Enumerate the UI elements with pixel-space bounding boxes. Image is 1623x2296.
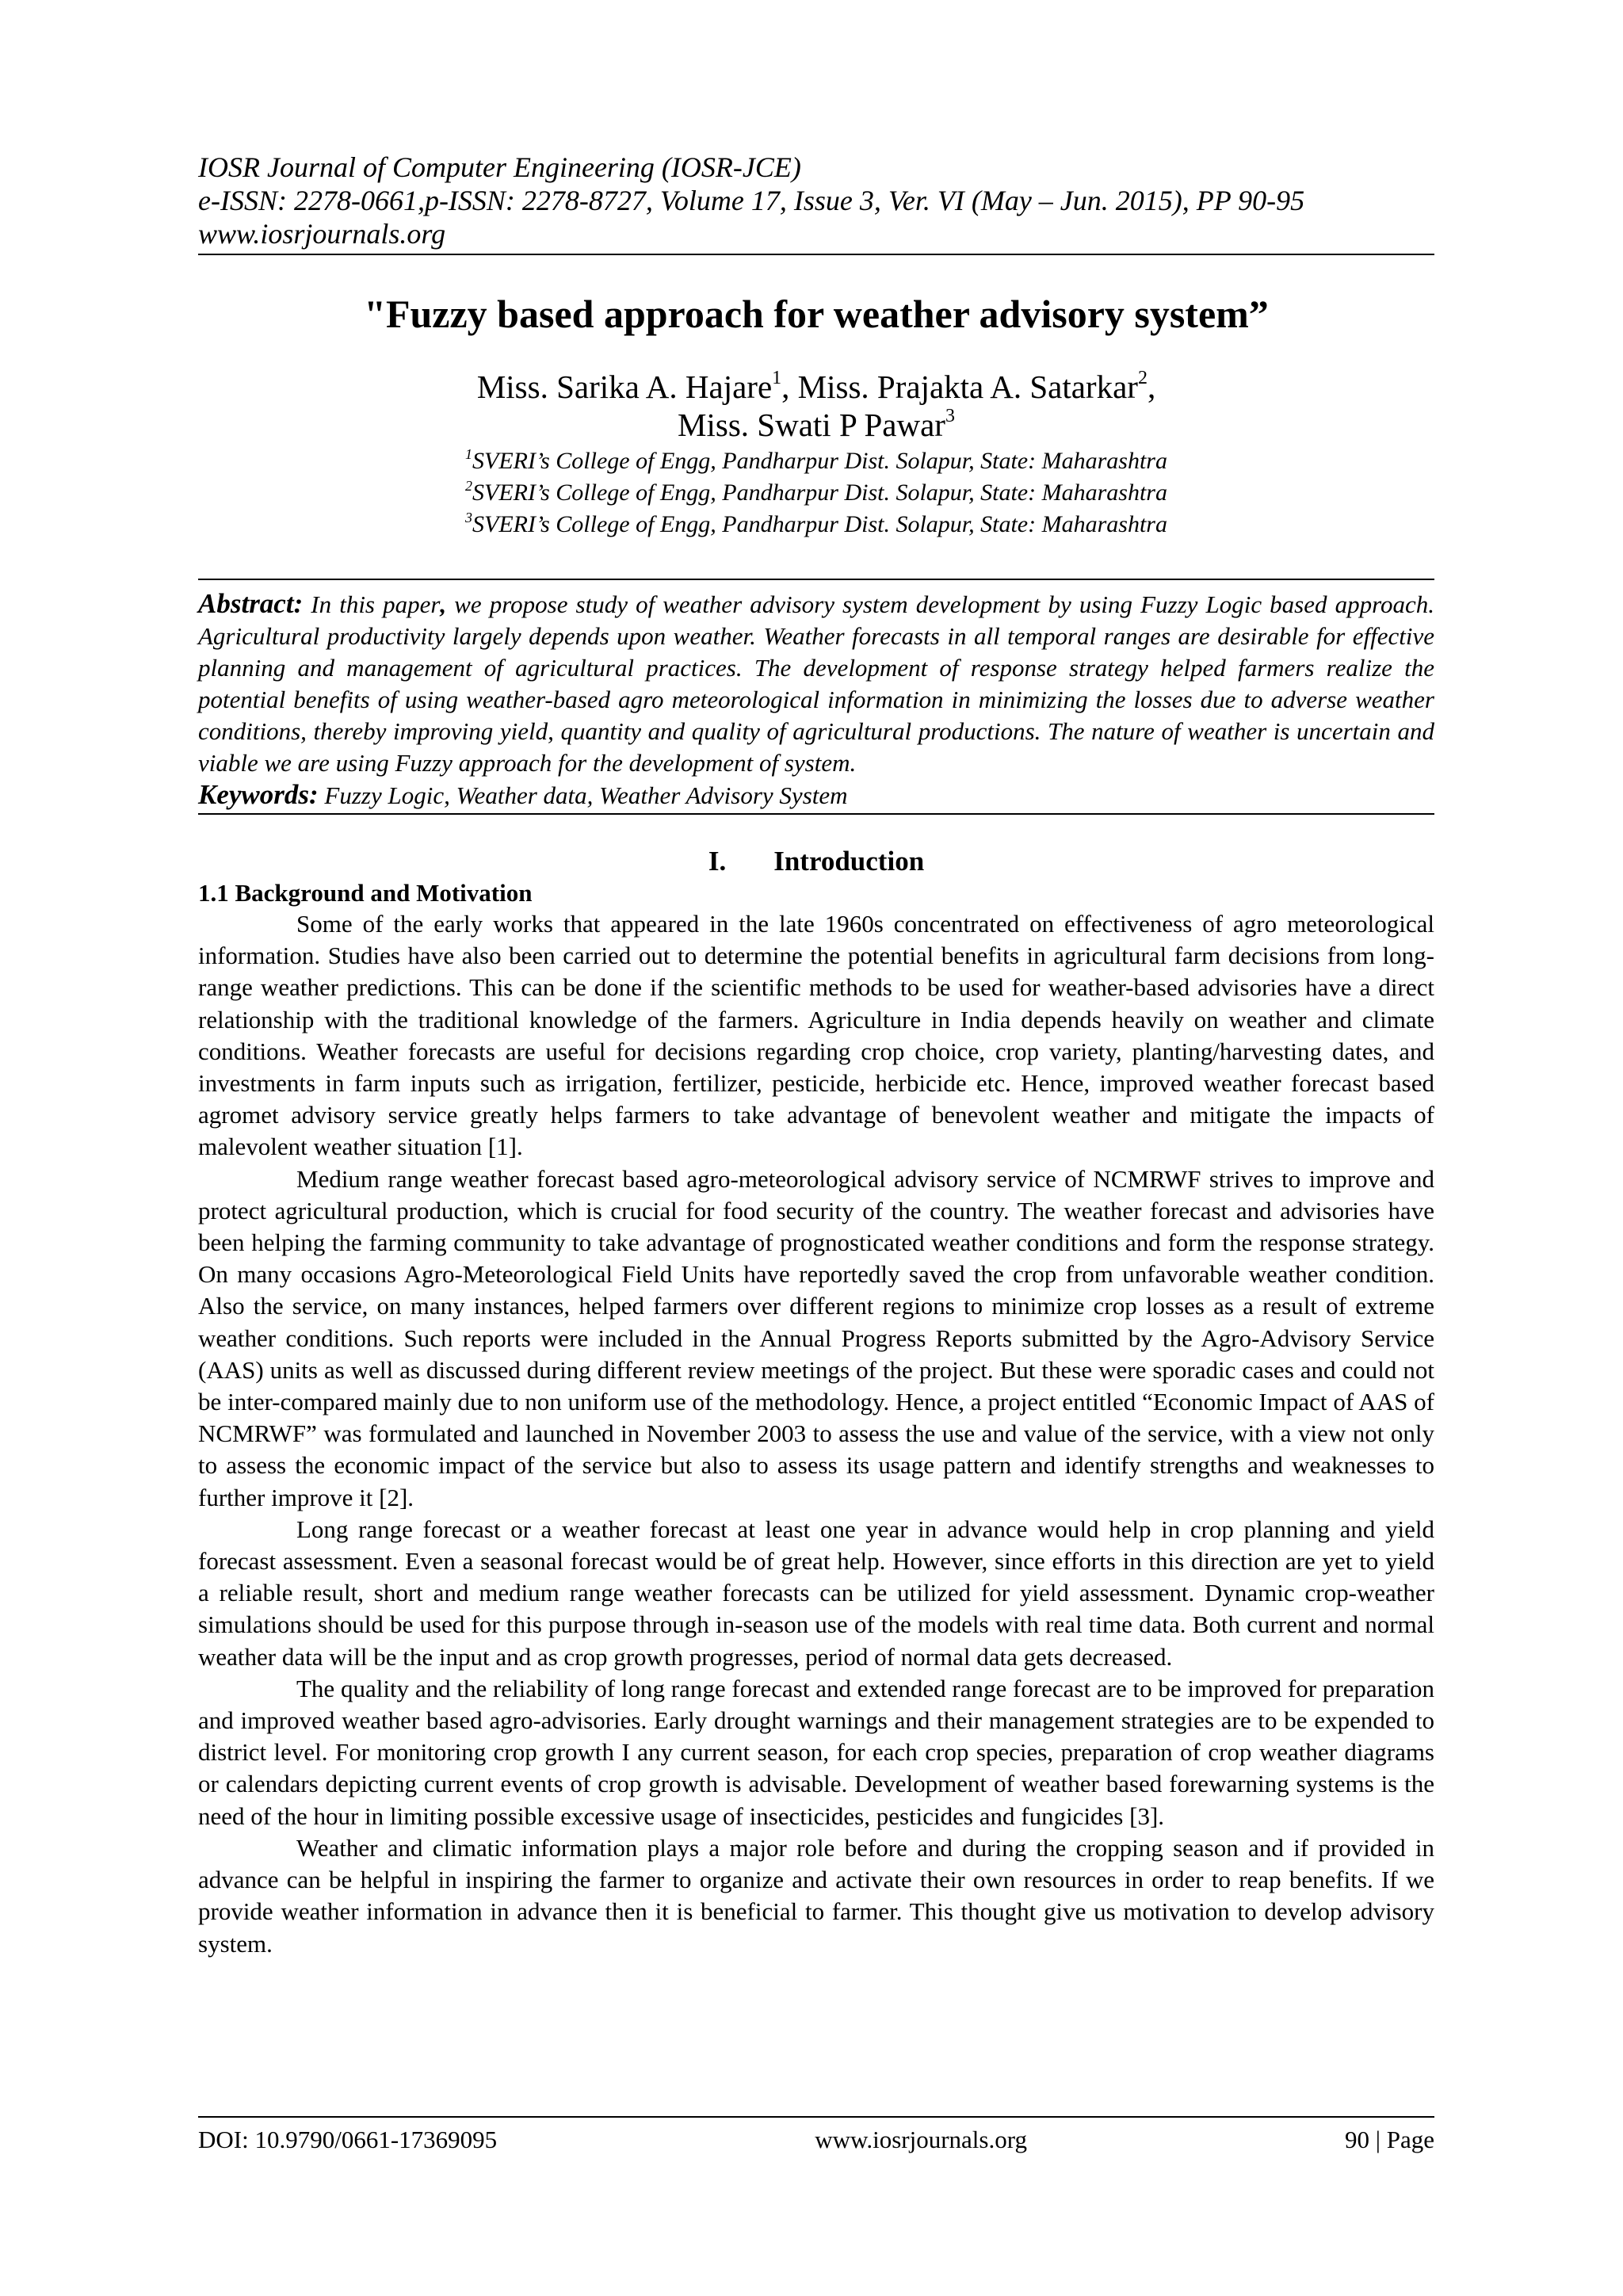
journal-header	[198, 151, 1434, 255]
affiliation-text: SVERI’s College of Engg, Pandharpur Dist. Solapur, State: Maharashtra	[472, 479, 1167, 506]
page	[198, 151, 1434, 1960]
body-paragraph: The quality and the reliability of long range forecast and extended range forecast are to be improved for preparation and improved weather based agro-advisories. Early drought warnings and their management strategies are to be expended to district level. For monitoring crop growth I any current season, for each crop species, preparation of crop weather diagrams or calendars depicting current events of crop growth is advisable. Development of weather based forewarning systems is the need of the hour in limiting possible excessive usage of insecticides, pesticides and fungicides [3].	[198, 1674, 1434, 1830]
affiliation	[198, 445, 1434, 477]
journal-website: www.iosrjournals.org	[198, 218, 446, 250]
keywords	[198, 779, 1434, 812]
author-sup: 2	[1137, 368, 1148, 388]
abstract	[198, 588, 1434, 779]
affiliation-text: SVERI’s College of Engg, Pandharpur Dist. Solapur, State: Maharashtra	[472, 448, 1167, 474]
author-list	[198, 368, 1434, 444]
author-sup: 3	[945, 406, 955, 426]
affiliation-list	[198, 445, 1434, 541]
issn-line: e-ISSN: 2278-0661,p-ISSN: 2278-8727, Volume 17, Issue 3, Ver. VI (May – Jun. 2015), PP 90-95	[198, 185, 1305, 216]
keywords-text: Fuzzy Logic, Weather data, Weather Advisory System	[318, 781, 848, 809]
body-paragraph: Long range forecast or a weather forecast at least one year in advance would help in crop planning and yield forecast assessment. Even a seasonal forecast would be of great help. However, since efforts in this direction are yet to yield a reliable result, short and medium range weather forecasts can be utilized for yield assessment. Dynamic crop-weather simulations should be used for this purpose through in-season use of the models with real time data. Both current and normal weather data will be the input and as crop growth progresses, period of normal data gets decreased.	[198, 1515, 1434, 1671]
footer-page-number: 90 | Page	[1345, 2126, 1434, 2153]
author-sup: 1	[772, 368, 782, 388]
abstract-box	[198, 579, 1434, 815]
affiliation	[198, 477, 1434, 509]
body-paragraph: Medium range weather forecast based agro-meteorological advisory service of NCMRWF strives to improve and protect agricultural production, which is crucial for food security of the country. The weather forecast and advisories have been helping the farming community to take advantage of prognosticated weather conditions and form the response strategy. On many occasions Agro-Meteorological Field Units have reportedly saved the crop from unfavorable weather condition. Also the service, on many instances, helped farmers over different regions to minimize crop losses as a result of extreme weather conditions. Such reports were included in the Annual Progress Reports submitted by the Agro-Advisory Service (AAS) units as well as discussed during different review meetings of the project. But these were sporadic cases and could not be inter-compared mainly due to non uniform use of the methodology. Hence, a project entitled “Economic Impact of AAS of NCMRWF” was formulated and launched in November 2003 to assess the use and value of the service, with a view not only to assess the economic impact of the service but also to assess its usage pattern and identify strengths and weaknesses to further improve it [2].	[198, 1164, 1434, 1511]
keywords-label: Keywords:	[198, 779, 319, 810]
abstract-label: Abstract:	[198, 588, 304, 619]
author-name: Miss. Swati P Pawar	[678, 407, 945, 443]
page-footer	[198, 2116, 1434, 2156]
affiliation-sup: 2	[465, 478, 473, 494]
abstract-bold-comma: ,	[440, 590, 447, 618]
section-number: I.	[708, 846, 727, 877]
author-name: Miss. Sarika A. Hajare	[476, 369, 773, 405]
affiliation-sup: 1	[465, 446, 473, 462]
abstract-text: In this paper	[303, 590, 441, 618]
body-paragraph: Some of the early works that appeared in the late 1960s concentrated on effectiveness of agro meteorological information. Studies have also been carried out to determine the potential benefits in agricultural farm decisions from long-range weather predictions. This can be done if the scientific methods to be used for weather-based advisories have a direct relationship with the traditional knowledge of the farmers. Agriculture in India depends heavily on weather and climate conditions. Weather forecasts are useful for decisions regarding crop choice, crop variety, planting/harvesting dates, and investments in farm inputs such as irrigation, fertilizer, pesticide, herbicide etc. Hence, improved weather forecast based agromet advisory service greatly helps farmers to take advantage of benevolent weather and mitigate the impacts of malevolent weather situation [1].	[198, 910, 1434, 1161]
body-paragraph: Weather and climatic information plays a major role before and during the cropping season and if provided in advance can be helpful in inspiring the farmer to organize and activate their own resources in order to reap benefits. If we provide weather information in advance then it is beneficial to farmer. This thought give us motivation to develop advisory system.	[198, 1833, 1434, 1958]
paper-title: "Fuzzy based approach for weather advisory system”	[364, 292, 1269, 336]
affiliation-sup: 3	[465, 510, 473, 525]
author-line-2	[198, 406, 1434, 444]
section-title: Introduction	[773, 846, 925, 877]
journal-name: IOSR Journal of Computer Engineering (IOSR-JCE)	[198, 151, 801, 183]
author-name: Miss. Prajakta A. Satarkar	[797, 369, 1138, 405]
author-line-1: Miss. Sarika A. Hajare$^1$, Miss. Prajakta A. Satarkar$^2$,	[476, 368, 1156, 405]
footer-doi: DOI: 10.9790/0661-17369095	[198, 2126, 498, 2153]
abstract-text: we propose study of weather advisory system development by using Fuzzy Logic based approach. Agricultural productivity largely depends upon weather. Weather forecasts in all temporal ranges are desirable for effective planning and management of agricultural practices. The development of response strategy helped farmers realize the potential benefits of using weather-based agro meteorological information in minimizing the losses due to adverse weather conditions, thereby improving yield, quantity and quality of agricultural productions. The nature of weather is uncertain and viable we are using Fuzzy approach for the development of system.	[198, 590, 1434, 777]
section-heading	[198, 845, 1434, 878]
footer-website: www.iosrjournals.org	[815, 2126, 1027, 2153]
affiliation-text: SVERI’s College of Engg, Pandharpur Dist. Solapur, State: Maharashtra	[472, 511, 1167, 537]
subsection-heading: 1.1 Background and Motivation	[198, 879, 533, 907]
affiliation	[198, 509, 1434, 541]
